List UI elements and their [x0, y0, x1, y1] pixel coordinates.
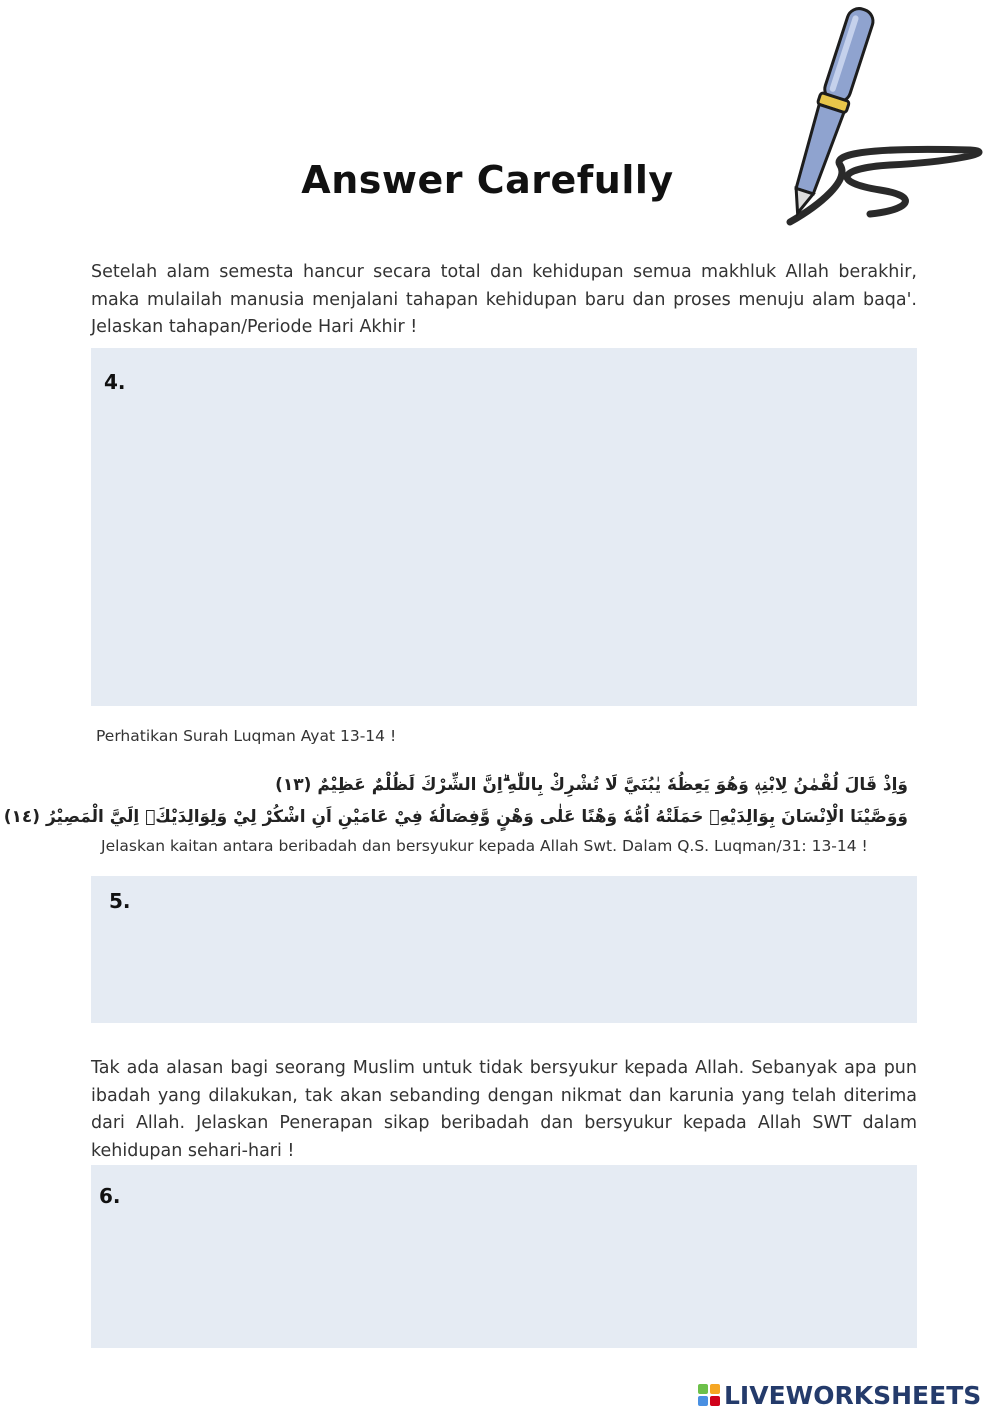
question-6-prompt: Tak ada alasan bagi seorang Muslim untuk tidak bersyukur kepada Allah. Sebanyak apa pun ibadah yang dilakukan, tak akan sebanding dengan nikmat dan karunia yang telah diterima dari Allah. Jelaskan Penerapan sikap beribadah dan bersyukur kepada Allah SWT dalam kehidupan sehari-hari !: [91, 1058, 917, 1161]
page-title: Answer Carefully: [301, 158, 674, 202]
liveworksheets-logo: [698, 1384, 720, 1406]
answer-box-6[interactable]: [91, 1165, 917, 1348]
answer-box-4[interactable]: [91, 348, 917, 706]
arabic-verse-13: وَاِذْ قَالَ لُقْمٰنُ لِابْنِهٖ وَهُوَ يَعِظُهٗ يٰبُنَيَّ لَا تُشْرِكْ بِاللّٰهِ ۗاِنَّ الشِّرْكَ لَظُلْمٌ عَظِيْمٌ (١٣): [275, 775, 908, 795]
question-5-prompt: Jelaskan kaitan antara beribadah dan bersyukur kepada Allah Swt. Dalam Q.S. Luqman/31: 13-14 !: [101, 837, 868, 855]
brand-name: LIVEWORKSHEETS: [724, 1380, 982, 1410]
arabic-verse-14: وَوَصَّيْنَا الْاِنْسَانَ بِوَالِدَيْهِۚ حَمَلَتْهُ اُمُّهٗ وَهْنًا عَلٰى وَهْنٍ وَّفِصَالُهٗ فِيْ عَامَيْنِ اَنِ اشْكُرْ لِيْ وَلِوَالِدَيْكَۗ اِلَيَّ الْمَصِيْرُ (١٤): [3, 807, 908, 827]
answer-box-5[interactable]: [91, 876, 917, 1023]
pen-icon: [760, 0, 990, 235]
question-number-4: 4.: [104, 370, 126, 394]
question-number-5: 5.: [109, 889, 131, 913]
question-number-6: 6.: [99, 1184, 121, 1208]
question-5-intro: Perhatikan Surah Luqman Ayat 13-14 !: [96, 727, 397, 745]
liveworksheets-brand: [698, 1378, 981, 1412]
question-4-prompt: Setelah alam semesta hancur secara total dan kehidupan semua makhluk Allah berakhir, maka mulailah manusia menjalani tahapan kehidupan baru dan proses menuju alam baqa'. Jelaskan tahapan/Periode Hari Akhir !: [91, 262, 917, 337]
